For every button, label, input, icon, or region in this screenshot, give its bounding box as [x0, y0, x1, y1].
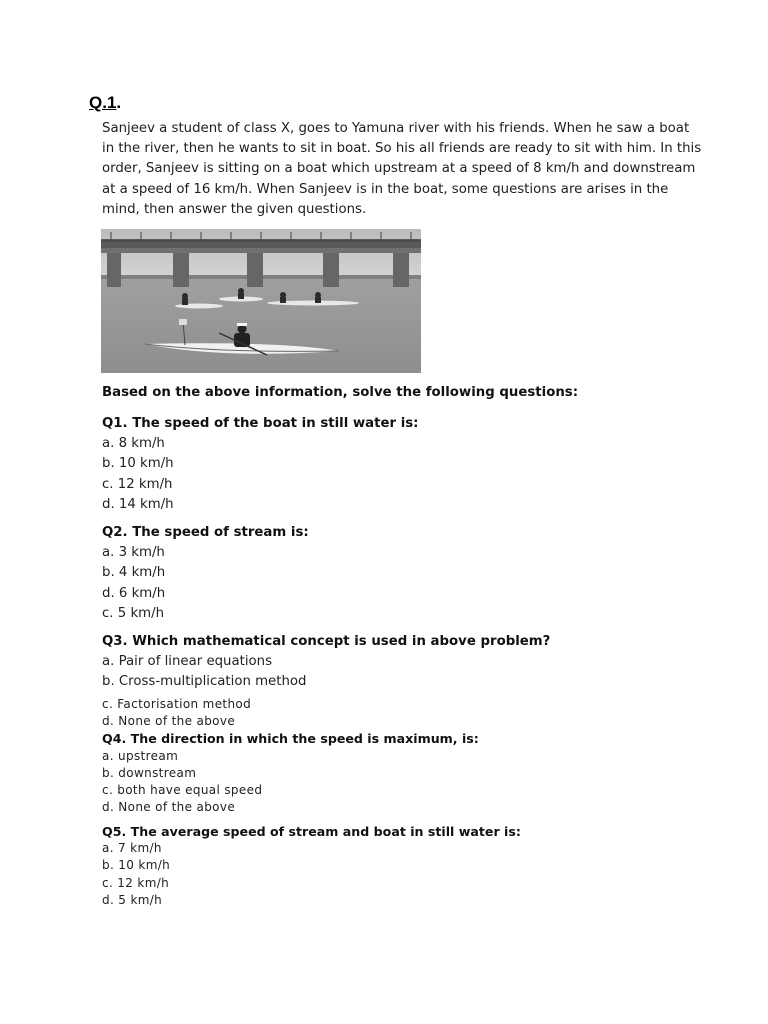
question-5: [102, 823, 521, 909]
question-3: [102, 632, 550, 693]
question-1: [102, 414, 419, 515]
question-text: Q3. Which mathematical concept is used in above problem?: [102, 634, 551, 649]
intro-line: Sanjeev a student of class X, goes to Yamuna river with his friends. When he saw a boat: [102, 121, 690, 136]
intro-line: order, Sanjeev is sitting on a boat which upstream at a speed of 8 km/h and downstream: [102, 161, 696, 177]
option-text: a. 7 km/h: [102, 841, 162, 856]
boat-river-photo: [101, 229, 421, 373]
option-text: c. both have equal speed: [102, 783, 263, 798]
instruction-block: [102, 385, 578, 400]
question-3-continued: [102, 696, 479, 816]
option-text: c. 12 km/h: [102, 875, 170, 890]
question-text: Q2. The speed of stream is:: [102, 525, 309, 540]
option-text: c. 5 km/h: [102, 605, 165, 621]
option-text: b. 10 km/h: [102, 456, 174, 472]
option-text: b. Cross-multiplication method: [102, 674, 307, 690]
option-text: d. None of the above: [102, 800, 236, 815]
instruction-text: Based on the above information, solve the following questions:: [102, 385, 579, 400]
option-text: d. 6 km/h: [102, 585, 166, 601]
option-text: b. 4 km/h: [102, 565, 166, 581]
question-heading: Q.1.: [89, 93, 122, 112]
option-text: d. None of the above: [102, 714, 236, 729]
option-text: b. 10 km/h: [102, 858, 171, 873]
intro-line: in the river, then he wants to sit in boat. So his all friends are ready to sit with him. In this: [102, 141, 702, 157]
option-text: a. 3 km/h: [102, 545, 165, 561]
question-text: Q4. The direction in which the speed is maximum, is:: [102, 731, 479, 747]
option-text: b. downstream: [102, 765, 197, 780]
option-text: c. 12 km/h: [102, 476, 173, 492]
option-text: a. 8 km/h: [102, 436, 165, 452]
intro-paragraph: [102, 119, 702, 220]
option-text: d. 14 km/h: [102, 496, 174, 512]
option-text: d. 5 km/h: [102, 892, 163, 907]
question-text: Q1. The speed of the boat in still water is:: [102, 416, 419, 431]
question-2: [102, 523, 309, 624]
option-text: a. Pair of linear equations: [102, 654, 273, 670]
intro-line: mind, then answer the given questions.: [102, 201, 367, 217]
intro-line: at a speed of 16 km/h. When Sanjeev is in the boat, some questions are arises in the: [102, 181, 669, 197]
question-text: Q5. The average speed of stream and boat in still water is:: [102, 824, 521, 839]
option-text: a. upstream: [102, 748, 179, 763]
option-text: c. Factorisation method: [102, 697, 252, 711]
